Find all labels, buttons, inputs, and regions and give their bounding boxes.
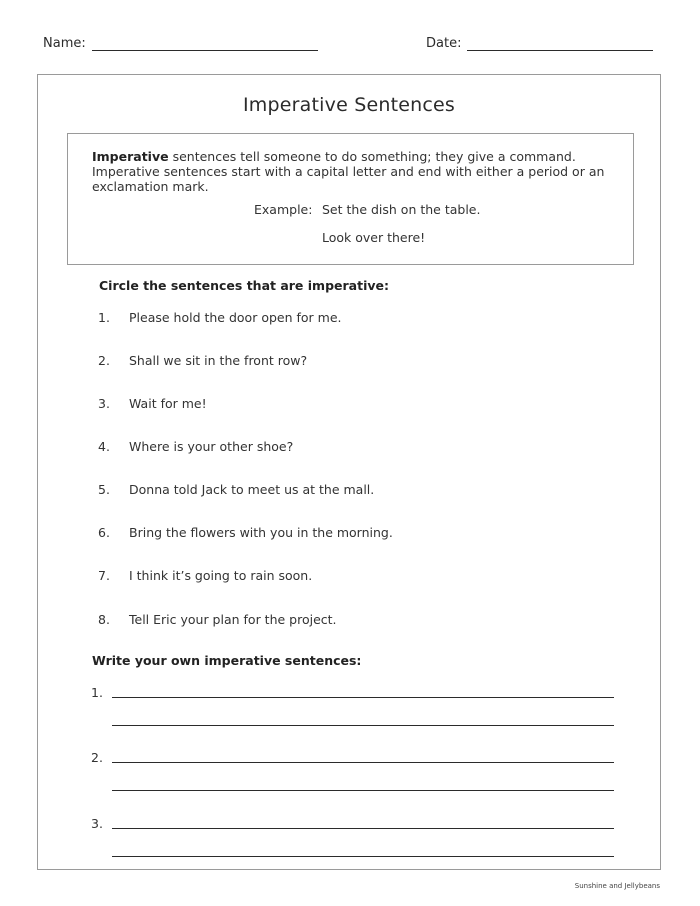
sentence-item[interactable]: [98, 525, 393, 540]
write-heading: Write your own imperative sentences:: [92, 653, 362, 668]
info-description: sentences tell someone to do something; they give a command. Imperative sentences start with a capital letter and end with either a period or an exclamation mark.: [92, 149, 605, 194]
date-block: [426, 36, 653, 51]
sentence-number: 7.: [98, 568, 110, 583]
sentence-text: Bring the flowers with you in the morning.: [129, 525, 393, 540]
example-sentence-1: Set the dish on the table.: [322, 202, 481, 217]
write-line[interactable]: [112, 856, 614, 857]
page-title: Imperative Sentences: [242, 94, 456, 116]
info-text: [92, 149, 617, 194]
write-line[interactable]: [112, 725, 614, 726]
sentence-text: Wait for me!: [129, 396, 207, 411]
sentence-number: 5.: [98, 482, 110, 497]
sentence-text: Please hold the door open for me.: [129, 310, 342, 325]
example-sentence-2: Look over there!: [322, 230, 426, 245]
sentence-item[interactable]: [98, 310, 342, 325]
write-item-number: 3.: [91, 816, 103, 831]
sentence-number: 4.: [98, 439, 110, 454]
sentence-item[interactable]: [98, 439, 293, 454]
name-label: Name:: [43, 36, 86, 51]
sentence-text: Where is your other shoe?: [129, 439, 294, 454]
sentence-item[interactable]: [98, 482, 374, 497]
date-label: Date:: [426, 36, 462, 51]
write-line[interactable]: [112, 790, 614, 791]
sentence-text: Shall we sit in the front row?: [129, 353, 308, 368]
info-bold-word: Imperative: [92, 149, 169, 164]
sentence-number: 8.: [98, 612, 110, 627]
sentence-number: 6.: [98, 525, 110, 540]
write-line[interactable]: [112, 828, 614, 829]
header-row: [43, 36, 657, 56]
sentence-number: 3.: [98, 396, 110, 411]
sentence-item[interactable]: [98, 568, 312, 583]
footer-credit: Sunshine and Jellybeans: [574, 882, 660, 890]
write-item-number: 1.: [91, 685, 103, 700]
sentence-text: I think it’s going to rain soon.: [129, 568, 313, 583]
example-label: Example:: [254, 202, 313, 217]
date-field[interactable]: [467, 36, 653, 51]
sentence-item[interactable]: [98, 353, 307, 368]
name-field[interactable]: [92, 36, 318, 51]
name-block: [43, 36, 318, 51]
sentence-text: Donna told Jack to meet us at the mall.: [129, 482, 375, 497]
sentence-number: 1.: [98, 310, 110, 325]
circle-heading: Circle the sentences that are imperative:: [99, 278, 389, 293]
sentence-item[interactable]: [98, 612, 337, 627]
write-line[interactable]: [112, 697, 614, 698]
sentence-text: Tell Eric your plan for the project.: [129, 612, 337, 627]
write-line[interactable]: [112, 762, 614, 763]
sentence-item[interactable]: [98, 396, 207, 411]
example-row: [254, 202, 480, 217]
sentence-number: 2.: [98, 353, 110, 368]
write-item-number: 2.: [91, 750, 103, 765]
